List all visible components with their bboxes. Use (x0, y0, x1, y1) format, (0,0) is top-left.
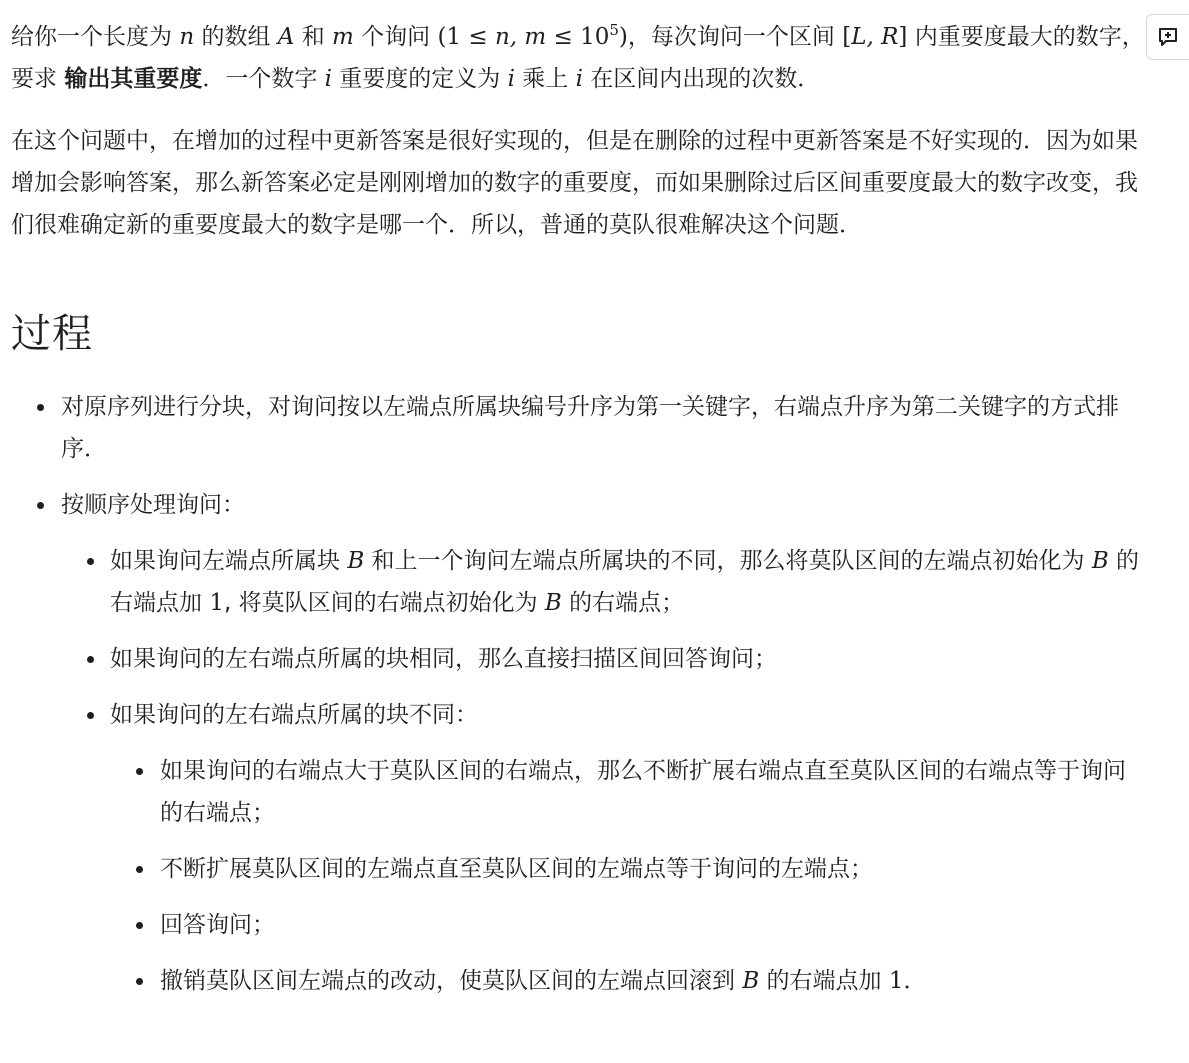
math-var-B: B (544, 590, 562, 616)
list-item (11, 848, 1147, 890)
text-span: 重要度的定义为 (331, 66, 508, 92)
comment-plus-icon (1158, 27, 1178, 47)
list-item (11, 750, 1147, 834)
math-part: [ (842, 24, 852, 50)
math-part: ≤ 10 (546, 24, 610, 50)
text-span: 的右端点加 (110, 548, 1140, 616)
list-item-text: 如果询问的右端点大于莫队区间的右端点，那么不断扩展右端点直至莫队区间的右端点等于询问的右端点； (160, 758, 1126, 826)
text-span: 和上一个询问左端点所属块的不同，那么将莫队区间的左端点初始化为 (364, 548, 1092, 574)
math-var-B: B (1091, 548, 1109, 574)
math-constraint (437, 21, 628, 50)
text-span: 内重要度最大的数字，要求 (11, 24, 1145, 92)
text-span: 给你一个长度为 (11, 24, 180, 50)
list-item-text: 回答询问； (160, 912, 275, 938)
math-number: 1 (209, 590, 224, 616)
list-item (11, 484, 1147, 1002)
math-var-B: B (742, 968, 760, 994)
math-number: 1 (888, 968, 904, 994)
text-span: ． (903, 968, 927, 994)
list-item-text: 不断扩展莫队区间的左端点直至莫队区间的左端点等于询问的左端点； (160, 856, 873, 882)
math-part: L, R (851, 24, 899, 50)
text-span: 乘上 (514, 66, 576, 92)
bold-emphasis: 输出其重要度 (64, 66, 203, 92)
intro-paragraph-2: 在这个问题中，在增加的过程中更新答案是很好实现的，但是在删除的过程中更新答案是不好实现的．因为如果增加会影响答案，那么新答案必定是刚刚增加的数字的重要度，而如果删除过后区间重要度最大的数字改变，我们很难确定新的重要度最大的数字是哪一个．所以，普通的莫队很难解决这个问题． (11, 128, 1138, 238)
math-part: (1 ≤ (437, 24, 495, 50)
list-item (11, 638, 1147, 680)
text-span: 和 (294, 24, 333, 50)
text-span: ，每次询问一个区间 (627, 24, 843, 50)
text-span: 的右端点加 (759, 968, 889, 994)
article-content (11, 16, 1147, 1016)
math-part: n, m (494, 24, 547, 50)
list-item-text: 如果询问的左右端点所属的块不同： (110, 702, 478, 728)
text-span: 的数组 (194, 24, 278, 50)
list-item (11, 386, 1147, 470)
list-item (11, 960, 1147, 1002)
list-item-text: 对原序列进行分块，对询问按以左端点所属块编号升序为第一关键字，右端点升序为第二关键字的方式排序． (61, 394, 1119, 462)
text-span: 撤销莫队区间左端点的改动，使莫队区间的左端点回滚到 (160, 968, 743, 994)
text-span: 个询问 (353, 24, 438, 50)
list-item (11, 904, 1147, 946)
text-span: ．一个数字 (202, 66, 325, 92)
nested-list (110, 750, 1147, 1002)
section-heading-process: 过程 (11, 311, 93, 357)
process-list (11, 386, 1147, 1002)
math-part: ) (618, 24, 628, 50)
text-span: 的右端点； (561, 590, 685, 616)
math-var-B: B (347, 548, 365, 574)
math-var-n: n (179, 24, 195, 50)
list-item (11, 540, 1147, 624)
text-span: 在区间内出现的次数． (582, 66, 821, 92)
list-item-text: 按顺序处理询问： (61, 492, 245, 518)
math-var-m: m (332, 24, 354, 50)
math-part: ] (898, 24, 908, 50)
nested-list (61, 540, 1147, 1002)
math-var-i: i (575, 66, 583, 92)
math-var-A: A (277, 24, 295, 50)
list-item-text: 如果询问的左右端点所属的块相同，那么直接扫描区间回答询问； (110, 646, 777, 672)
text-span: 如果询问左端点所属块 (110, 548, 348, 574)
list-item (11, 694, 1147, 1002)
text-span: , 将莫队区间的右端点初始化为 (223, 590, 545, 616)
math-var-i: i (507, 66, 515, 92)
math-interval (842, 24, 907, 50)
math-var-i: i (324, 66, 332, 92)
intro-paragraph-1 (11, 16, 1147, 100)
math-exponent: 5 (609, 21, 619, 39)
add-comment-button[interactable] (1146, 14, 1189, 60)
